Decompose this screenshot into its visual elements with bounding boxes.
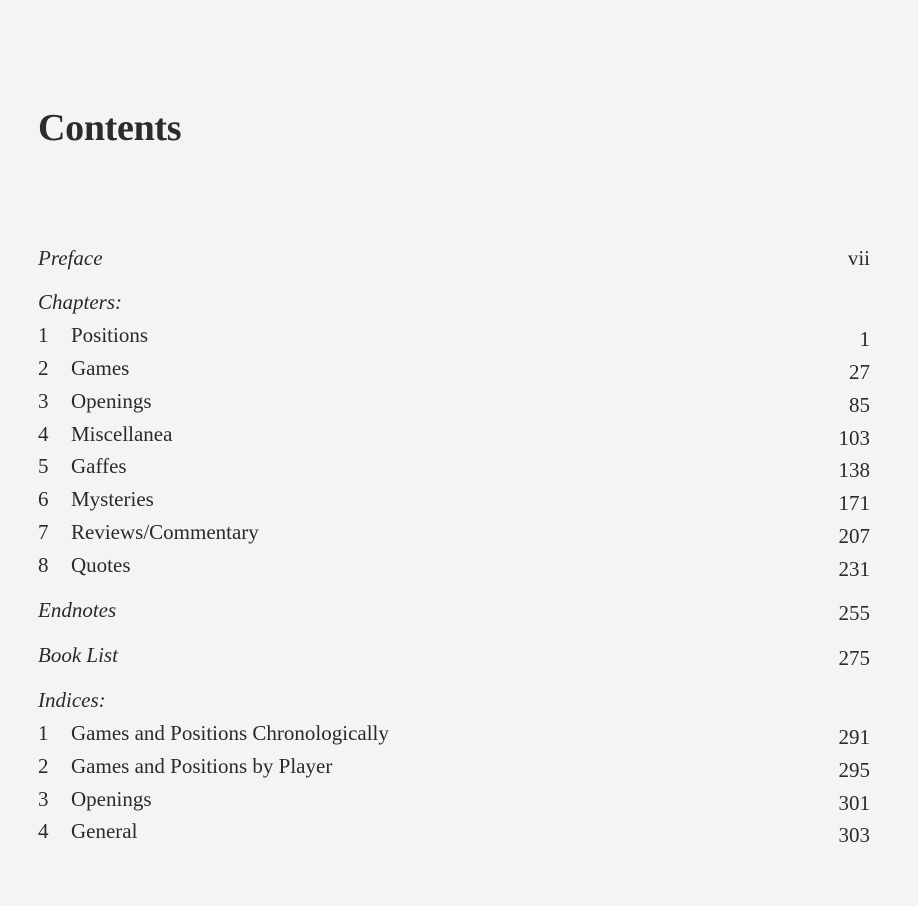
toc-entry-page: 27 — [849, 360, 870, 384]
toc-entry-label: Quotes — [71, 553, 131, 577]
toc-entry-chapter — [38, 320, 870, 350]
toc-entry-number: 1 — [38, 721, 49, 745]
section-heading-label: Chapters: — [38, 290, 122, 314]
toc-entry-page: 295 — [838, 758, 870, 782]
toc-entry-number: 4 — [38, 819, 49, 843]
toc-entry-chapter — [38, 451, 870, 481]
toc-entry-chapter — [38, 484, 870, 514]
toc-entry-number: 5 — [38, 454, 49, 478]
toc-entry-page: 291 — [838, 725, 870, 749]
toc-entry-label: Reviews/Commentary — [71, 520, 259, 544]
toc-entry-number: 6 — [38, 487, 49, 511]
section-heading-chapters — [38, 287, 870, 317]
toc-entry-label: Games and Positions by Player — [71, 754, 333, 778]
toc-entry-number: 1 — [38, 323, 49, 347]
toc-entry-number: 4 — [38, 422, 49, 446]
toc-entry-page: 171 — [838, 491, 870, 515]
section-heading-label: Indices: — [38, 688, 106, 712]
toc-entry-label: Gaffes — [71, 454, 127, 478]
toc-entry-label: Mysteries — [71, 487, 154, 511]
toc-entry-label: Openings — [71, 787, 152, 811]
toc-entry-page: 138 — [838, 458, 870, 482]
toc-entry-chapter — [38, 517, 870, 547]
toc-entry-chapter — [38, 419, 870, 449]
toc-entry-chapter — [38, 550, 870, 580]
toc-entry-endnotes — [38, 595, 870, 625]
toc-entry-page: vii — [847, 246, 870, 270]
toc-entry-label: Games — [71, 356, 130, 380]
toc-entry-index — [38, 816, 870, 846]
toc-entry-book-list — [38, 640, 870, 670]
toc-entry-number: 2 — [38, 754, 49, 778]
toc-entry-page: 255 — [838, 601, 870, 625]
toc-entry-page: 301 — [838, 791, 870, 815]
toc-entry-page: 231 — [838, 557, 870, 581]
toc-entry-page: 1 — [859, 327, 870, 351]
page-title: Contents — [38, 107, 182, 149]
toc-entry-label: Games and Positions Chronologically — [71, 721, 389, 745]
toc-entry-number: 3 — [38, 389, 49, 413]
toc-entry-label: Preface — [38, 246, 103, 270]
toc-entry-page: 85 — [849, 393, 870, 417]
toc-entry-number: 7 — [38, 520, 49, 544]
toc-entry-label: Openings — [71, 389, 152, 413]
toc-entry-index — [38, 718, 870, 748]
toc-entry-page: 303 — [838, 823, 870, 847]
toc-entry-index — [38, 751, 870, 781]
toc-entry-index — [38, 784, 870, 814]
toc-entry-label: Miscellanea — [71, 422, 173, 446]
toc-entry-page: 103 — [838, 426, 870, 450]
toc-entry-preface — [38, 243, 870, 273]
section-heading-indices — [38, 685, 870, 715]
toc-entry-chapter — [38, 353, 870, 383]
toc-entry-label: Book List — [38, 643, 118, 667]
toc-entry-chapter — [38, 386, 870, 416]
toc-entry-label: Endnotes — [38, 598, 117, 622]
toc-entry-number: 2 — [38, 356, 49, 380]
toc-entry-label: General — [71, 819, 138, 843]
toc-entry-label: Positions — [71, 323, 149, 347]
toc-entry-page: 275 — [838, 646, 870, 670]
toc-entry-number: 3 — [38, 787, 49, 811]
toc-entry-number: 8 — [38, 553, 49, 577]
toc-entry-page: 207 — [838, 524, 870, 548]
